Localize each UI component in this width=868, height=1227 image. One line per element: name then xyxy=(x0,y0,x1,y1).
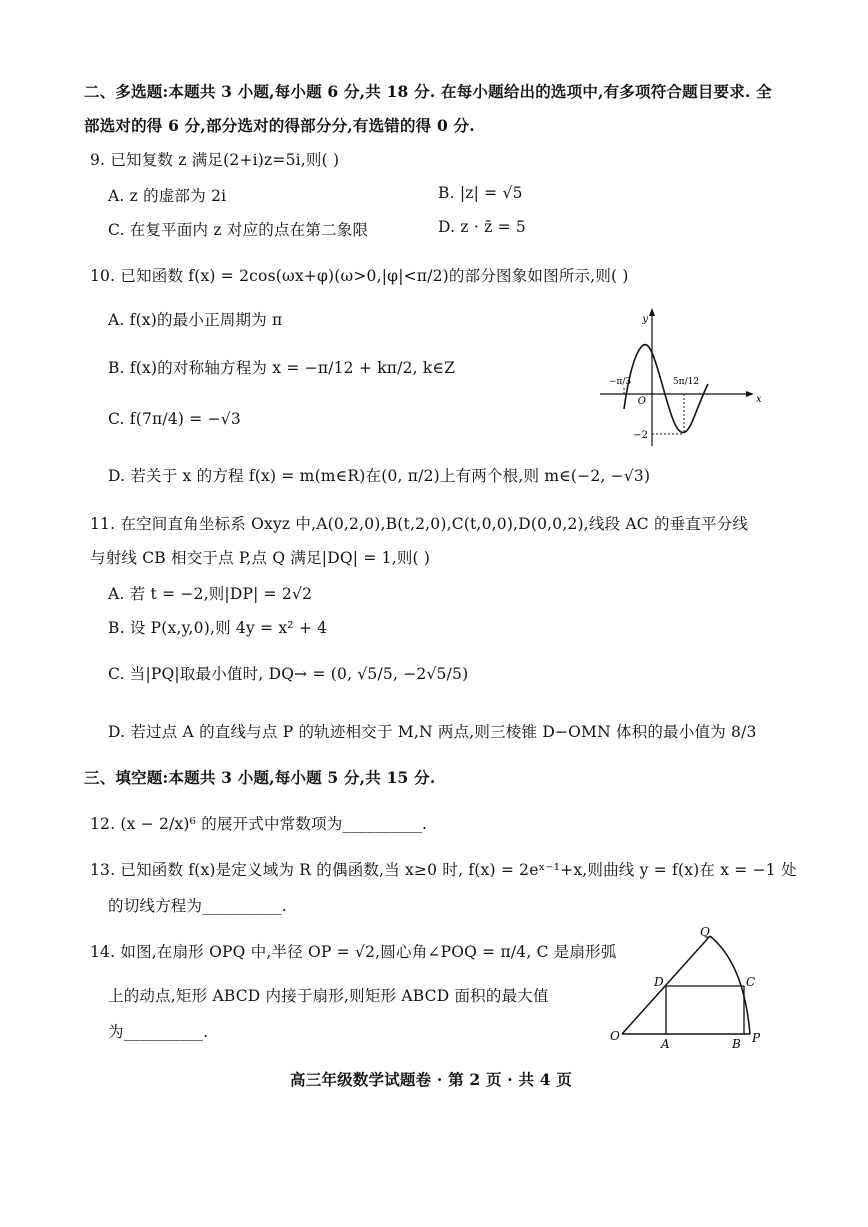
fig-label-a: A xyxy=(661,1037,670,1051)
graph-origin: O xyxy=(637,396,646,407)
fig-label-p: P xyxy=(752,1031,761,1045)
q11-stem-cont: 与射线 CB 相交于点 P,点 Q 满足|DQ| = 1,则( ) xyxy=(90,549,431,567)
q11-option-c: C. 当|PQ|取最小值时, DQ→ = (0, √5/5, −2√5/5) xyxy=(108,665,469,683)
q13-stem-cont: 的切线方程为__________. xyxy=(108,897,287,915)
q10-option-c: C. f(7π/4) = −√3 xyxy=(108,410,241,428)
fig-label-o: O xyxy=(610,1029,620,1043)
q12-stem: 12. (x − 2/x)⁶ 的展开式中常数项为__________. xyxy=(90,815,428,833)
q11-stem: 11. 在空间直角坐标系 Oxyz 中,A(0,2,0),B(t,2,0),C(t,0,0),D(0,0,2),线段 AC 的垂直平分线 xyxy=(90,515,749,533)
q11-option-b: B. 设 P(x,y,0),则 4y = x² + 4 xyxy=(108,619,328,637)
q14-stem: 14. 如图,在扇形 OPQ 中,半径 OP = √2,圆心角∠POQ = π/4, C 是扇形弧 xyxy=(90,943,617,961)
q9-stem: 9. 已知复数 z 满足(2+i)z=5i,则( ) xyxy=(90,151,340,169)
fig-label-b: B xyxy=(732,1037,741,1051)
fig-label-d: D xyxy=(654,975,664,989)
q11-option-d: D. 若过点 A 的直线与点 P 的轨迹相交于 M,N 两点,则三棱锥 D−OMN 体积的最小值为 8/3 xyxy=(108,723,757,741)
q13-stem: 13. 已知函数 f(x)是定义域为 R 的偶函数,当 x≥0 时, f(x) = 2eˣ⁻¹+x,则曲线 y = f(x)在 x = −1 处 xyxy=(90,861,797,879)
q10-stem: 10. 已知函数 f(x) = 2cos(ωx+φ)(ω>0,|φ|<π/2)的部分图象如图所示,则( ) xyxy=(90,267,629,285)
q10-option-a: A. f(x)的最小正周期为 π xyxy=(108,311,283,329)
q14-stem-cont: 上的动点,矩形 ABCD 内接于扇形,则矩形 ABCD 面积的最大值 xyxy=(108,987,549,1005)
q9-option-d: D. z · z̄ = 5 xyxy=(438,218,526,236)
section2-header: 二、多选题:本题共 3 小题,每小题 6 分,共 18 分. 在每小题给出的选项中,有多项符合题目要求. 全 xyxy=(84,82,772,101)
q14-stem-cont2: 为__________. xyxy=(108,1023,209,1041)
graph-tick-left: −π/3 xyxy=(608,377,632,387)
section2-header-cont: 部选对的得 6 分,部分选对的得部分分,有选错的得 0 分. xyxy=(84,116,475,135)
fig-label-c: C xyxy=(746,975,756,989)
section3-header: 三、填空题:本题共 3 小题,每小题 5 分,共 15 分. xyxy=(84,768,436,787)
q14-figure xyxy=(604,922,774,1052)
graph-tick-right: 5π/12 xyxy=(672,377,700,387)
q10-option-d: D. 若关于 x 的方程 f(x) = m(m∈R)在(0, π/2)上有两个根,则 m∈(−2, −√3) xyxy=(108,467,651,485)
graph-min-label: −2 xyxy=(633,430,648,441)
page-footer: 高三年级数学试题卷 · 第 2 页 · 共 4 页 xyxy=(290,1070,573,1089)
q9-option-b: B. |z| = √5 xyxy=(438,184,523,202)
graph-y-label: y xyxy=(642,314,648,325)
q11-option-a: A. 若 t = −2,则|DP| = 2√2 xyxy=(108,585,313,603)
graph-x-label: x xyxy=(756,394,762,405)
q9-option-c: C. 在复平面内 z 对应的点在第二象限 xyxy=(108,221,369,239)
q10-option-b: B. f(x)的对称轴方程为 x = −π/12 + kπ/2, k∈Z xyxy=(108,359,456,377)
fig-label-q: Q xyxy=(700,925,710,939)
q10-graph xyxy=(596,304,760,452)
q9-option-a: A. z 的虚部为 2i xyxy=(108,187,227,205)
